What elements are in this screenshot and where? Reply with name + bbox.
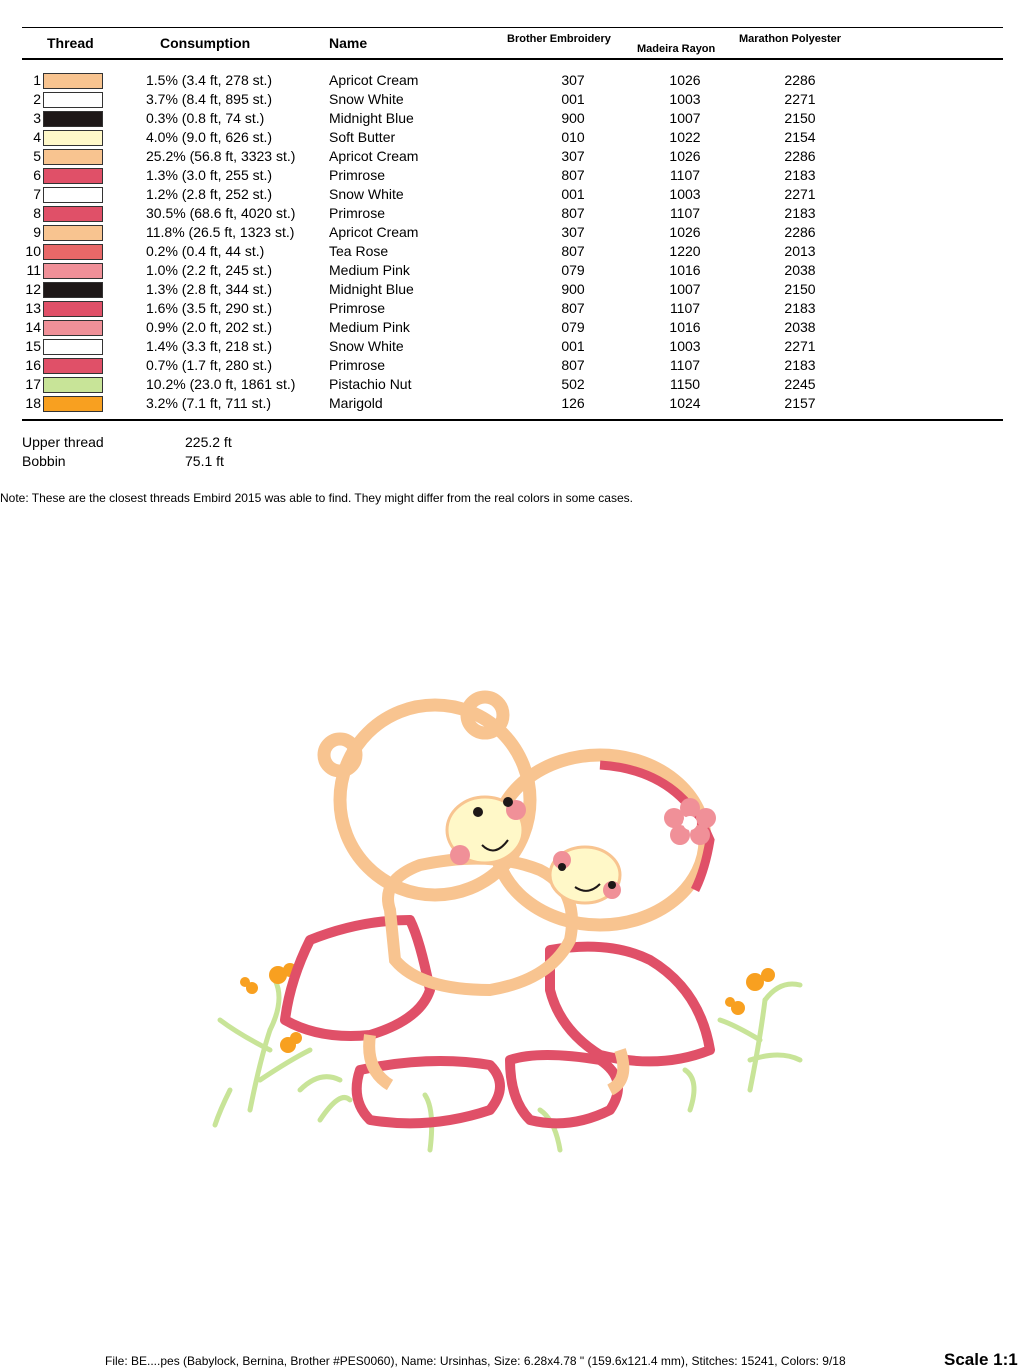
thread-number: 15 [25, 338, 41, 354]
marathon-code-cell: 2038 [784, 319, 816, 335]
table-row [0, 243, 1024, 262]
madeira-code-cell: 1016 [669, 262, 701, 278]
brother-code-cell: 807 [561, 300, 585, 316]
color-swatch [43, 130, 103, 146]
madeira-code-cell: 1022 [669, 129, 701, 145]
table-row [0, 338, 1024, 357]
marathon-code-cell: 2150 [784, 110, 816, 126]
table-row [0, 319, 1024, 338]
header-rule [22, 58, 1003, 60]
brother-code-cell: 807 [561, 167, 585, 183]
table-row [0, 395, 1024, 414]
thread-name-cell: Snow White [329, 91, 404, 107]
color-swatch [43, 168, 103, 184]
marathon-code-cell: 2183 [784, 357, 816, 373]
thread-number: 17 [25, 376, 41, 392]
top-rule [22, 27, 1003, 28]
marathon-code-cell: 2286 [784, 224, 816, 240]
table-row [0, 110, 1024, 129]
thread-number: 10 [25, 243, 41, 259]
brother-code-cell: 807 [561, 205, 585, 221]
consumption-cell: 10.2% (23.0 ft, 1861 st.) [146, 376, 296, 392]
madeira-code-cell: 1003 [669, 186, 701, 202]
marathon-code-cell: 2271 [784, 186, 816, 202]
brother-code-cell: 307 [561, 148, 585, 164]
consumption-cell: 1.4% (3.3 ft, 218 st.) [146, 338, 273, 354]
bobbin-label: Bobbin [22, 453, 66, 469]
consumption-cell: 0.9% (2.0 ft, 202 st.) [146, 319, 273, 335]
color-swatch [43, 111, 103, 127]
madeira-code-cell: 1220 [669, 243, 701, 259]
right-marigold-flowers [725, 968, 775, 1015]
consumption-cell: 1.0% (2.2 ft, 245 st.) [146, 262, 273, 278]
consumption-cell: 4.0% (9.0 ft, 626 st.) [146, 129, 273, 145]
color-swatch [43, 263, 103, 279]
consumption-cell: 3.2% (7.1 ft, 711 st.) [146, 395, 272, 411]
hair-flower-icon [664, 798, 716, 845]
thread-number: 5 [33, 148, 41, 164]
thread-name-cell: Pistachio Nut [329, 376, 412, 392]
madeira-code-cell: 1007 [669, 110, 701, 126]
color-swatch [43, 149, 103, 165]
thread-name-cell: Midnight Blue [329, 281, 414, 297]
marathon-code-cell: 2271 [784, 91, 816, 107]
header-consumption: Consumption [160, 35, 251, 51]
madeira-code-cell: 1003 [669, 91, 701, 107]
madeira-code-cell: 1107 [669, 205, 701, 221]
consumption-cell: 0.2% (0.4 ft, 44 st.) [146, 243, 265, 259]
thread-name-cell: Snow White [329, 338, 404, 354]
color-swatch [43, 282, 103, 298]
thread-number: 6 [33, 167, 41, 183]
table-row [0, 167, 1024, 186]
header-brother: Brother Embroidery [507, 33, 611, 45]
table-row [0, 129, 1024, 148]
thread-name-cell: Primrose [329, 300, 386, 316]
brother-code-cell: 079 [561, 262, 585, 278]
madeira-code-cell: 1026 [669, 224, 701, 240]
thread-name-cell: Medium Pink [329, 262, 410, 278]
color-swatch [43, 244, 103, 260]
brother-code-cell: 502 [561, 376, 585, 392]
color-swatch [43, 358, 103, 374]
color-swatch [43, 320, 103, 336]
brother-code-cell: 001 [561, 338, 585, 354]
table-row [0, 186, 1024, 205]
left-flower-cluster [215, 980, 350, 1125]
madeira-code-cell: 1016 [669, 319, 701, 335]
color-swatch [43, 396, 103, 412]
brother-code-cell: 807 [561, 243, 585, 259]
color-swatch [43, 73, 103, 89]
scale-label: Scale 1:1 [944, 1350, 1018, 1369]
brother-code-cell: 001 [561, 91, 585, 107]
brother-code-cell: 001 [561, 186, 585, 202]
thread-name-cell: Tea Rose [329, 243, 389, 259]
bear-skirts [285, 920, 710, 1123]
brother-code-cell: 307 [561, 224, 585, 240]
consumption-cell: 1.3% (3.0 ft, 255 st.) [146, 167, 273, 183]
thread-number: 8 [33, 205, 41, 221]
consumption-cell: 1.6% (3.5 ft, 290 st.) [146, 300, 273, 316]
thread-name-cell: Primrose [329, 205, 386, 221]
thread-name-cell: Soft Butter [329, 129, 396, 145]
thread-number: 13 [25, 300, 41, 316]
table-row [0, 281, 1024, 300]
consumption-cell: 0.7% (1.7 ft, 280 st.) [146, 357, 273, 373]
embroidery-design-preview [190, 690, 830, 1190]
thread-name-cell: Apricot Cream [329, 224, 419, 240]
thread-number: 7 [33, 186, 41, 202]
marathon-code-cell: 2038 [784, 262, 816, 278]
marathon-code-cell: 2157 [784, 395, 816, 411]
consumption-cell: 25.2% (56.8 ft, 3323 st.) [146, 148, 296, 164]
color-swatch [43, 339, 103, 355]
color-swatch [43, 301, 103, 317]
file-info-footer: File: BE....pes (Babylock, Bernina, Brother #PES0060), Name: Ursinhas, Size: 6.28x4.78 " (159.6x121.4 mm), Stitches: 15241, Colors: 9/18 [105, 1354, 846, 1368]
brother-code-cell: 307 [561, 72, 585, 88]
consumption-cell: 0.3% (0.8 ft, 74 st.) [146, 110, 265, 126]
madeira-code-cell: 1107 [669, 300, 701, 316]
bottom-rule [22, 419, 1003, 421]
marathon-code-cell: 2013 [784, 243, 816, 259]
madeira-code-cell: 1107 [669, 357, 701, 373]
brother-code-cell: 010 [561, 129, 585, 145]
marathon-code-cell: 2183 [784, 167, 816, 183]
consumption-cell: 1.5% (3.4 ft, 278 st.) [146, 72, 273, 88]
upper-thread-value: 225.2 ft [185, 434, 232, 450]
header-marathon: Marathon Polyester [739, 33, 842, 45]
upper-thread-label: Upper thread [22, 434, 104, 450]
marathon-code-cell: 2150 [784, 281, 816, 297]
color-swatch [43, 206, 103, 222]
table-row [0, 205, 1024, 224]
thread-number: 2 [33, 91, 41, 107]
marathon-code-cell: 2183 [784, 300, 816, 316]
note-text: Note: These are the closest threads Embird 2015 was able to find. They might differ from the real colors in some cases. [0, 491, 633, 505]
marathon-code-cell: 2154 [784, 129, 816, 145]
thread-name-cell: Apricot Cream [329, 148, 419, 164]
thread-name-cell: Midnight Blue [329, 110, 414, 126]
madeira-code-cell: 1150 [669, 376, 701, 392]
madeira-code-cell: 1026 [669, 148, 701, 164]
marathon-code-cell: 2286 [784, 148, 816, 164]
thread-name-cell: Primrose [329, 167, 386, 183]
thread-number: 3 [33, 110, 41, 126]
table-row [0, 262, 1024, 281]
marathon-code-cell: 2271 [784, 338, 816, 354]
table-row [0, 91, 1024, 110]
header-madeira: Madeira Rayon [637, 43, 716, 55]
color-swatch [43, 225, 103, 241]
color-swatch [43, 92, 103, 108]
consumption-cell: 1.2% (2.8 ft, 252 st.) [146, 186, 273, 202]
brother-code-cell: 126 [561, 395, 585, 411]
madeira-code-cell: 1026 [669, 72, 701, 88]
madeira-code-cell: 1007 [669, 281, 701, 297]
table-row [0, 224, 1024, 243]
table-row [0, 148, 1024, 167]
brother-code-cell: 807 [561, 357, 585, 373]
table-row [0, 300, 1024, 319]
table-row [0, 72, 1024, 91]
thread-name-cell: Primrose [329, 357, 386, 373]
marathon-code-cell: 2245 [784, 376, 816, 392]
brother-code-cell: 079 [561, 319, 585, 335]
color-swatch [43, 187, 103, 203]
thread-name-cell: Marigold [329, 395, 383, 411]
thread-number: 14 [25, 319, 41, 335]
thread-number: 12 [25, 281, 41, 297]
brother-code-cell: 900 [561, 281, 585, 297]
marathon-code-cell: 2183 [784, 205, 816, 221]
bobbin-value: 75.1 ft [185, 453, 224, 469]
header-thread: Thread [47, 35, 94, 51]
consumption-cell: 1.3% (2.8 ft, 344 st.) [146, 281, 273, 297]
thread-number: 4 [33, 129, 41, 145]
thread-name-cell: Snow White [329, 186, 404, 202]
consumption-cell: 30.5% (68.6 ft, 4020 st.) [146, 205, 296, 221]
madeira-code-cell: 1024 [669, 395, 701, 411]
color-swatch [43, 377, 103, 393]
thread-number: 11 [26, 262, 41, 278]
thread-number: 1 [33, 72, 41, 88]
thread-number: 16 [25, 357, 41, 373]
madeira-code-cell: 1107 [669, 167, 701, 183]
brother-code-cell: 900 [561, 110, 585, 126]
consumption-cell: 3.7% (8.4 ft, 895 st.) [146, 91, 273, 107]
header-name: Name [329, 35, 368, 51]
thread-number: 9 [33, 224, 41, 240]
table-row [0, 376, 1024, 395]
thread-number: 18 [25, 395, 41, 411]
consumption-cell: 11.8% (26.5 ft, 1323 st.) [146, 224, 295, 240]
thread-name-cell: Apricot Cream [329, 72, 419, 88]
thread-name-cell: Medium Pink [329, 319, 410, 335]
table-row [0, 357, 1024, 376]
marathon-code-cell: 2286 [784, 72, 816, 88]
madeira-code-cell: 1003 [669, 338, 701, 354]
